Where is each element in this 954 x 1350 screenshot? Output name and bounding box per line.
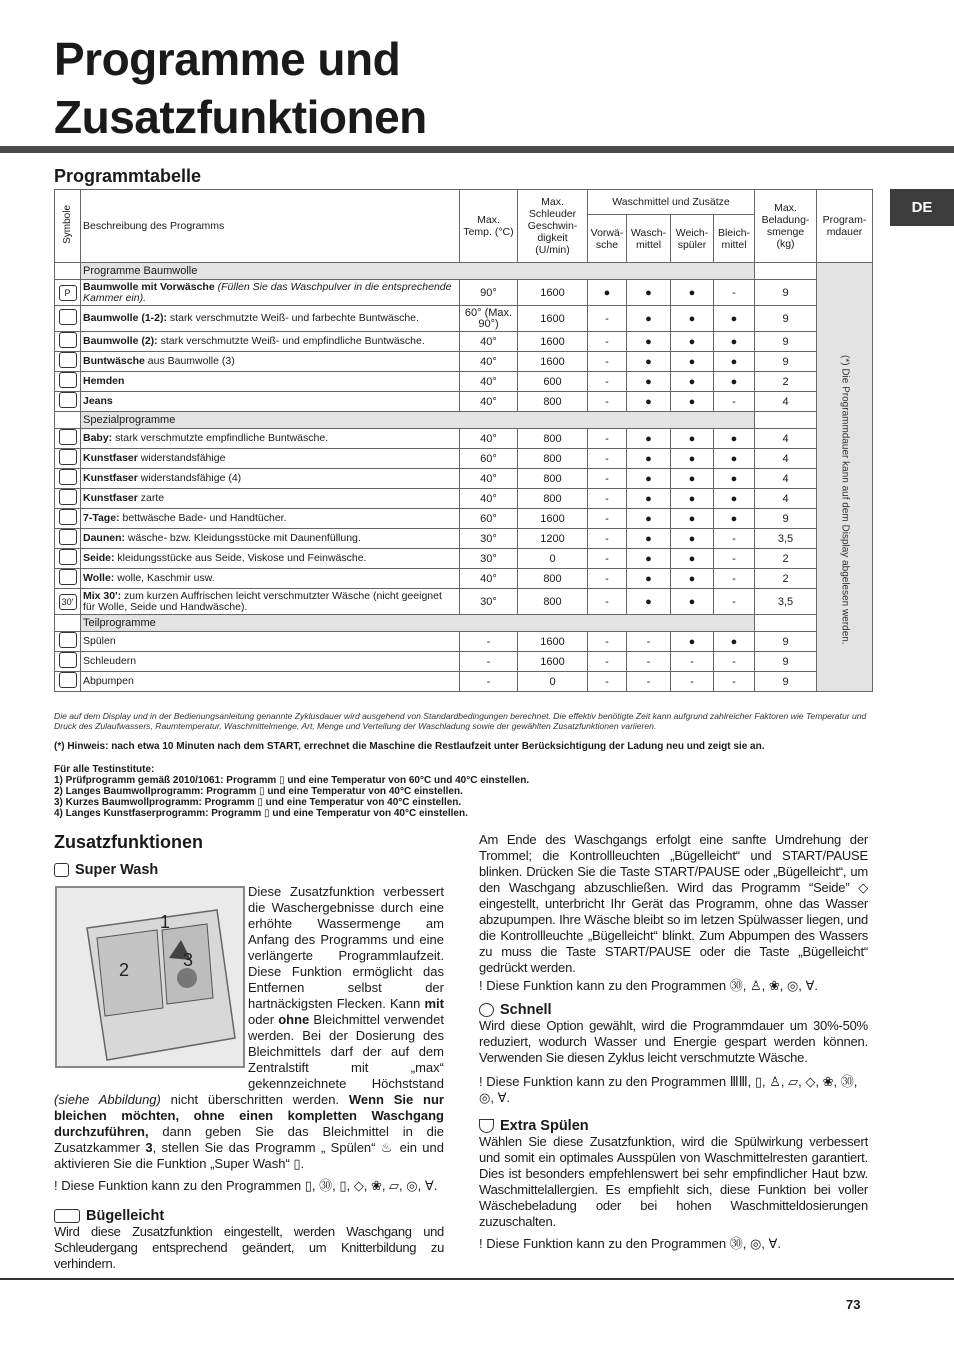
cell-pre: - <box>588 652 627 672</box>
cell-bleach: - <box>714 652 755 672</box>
cell-bleach: - <box>714 280 755 306</box>
page-title-line1: Programme und <box>54 33 401 85</box>
header-wash: Wasch-mittel <box>627 215 671 263</box>
program-description: Seide: kleidungsstücke aus Seide, Viskose und Feinwäsche. <box>81 549 460 569</box>
table-row <box>55 509 873 529</box>
program-icon: 30' <box>55 589 81 615</box>
section-title: Spezialprogramme <box>81 412 755 429</box>
extras-title: Zusatzfunktionen <box>54 832 203 852</box>
institute-line-1: 1) Prüfprogramm gemäß 2010/1061: Programm ▯ und eine Temperatur von 60°C und 40°C einstellen. <box>54 775 530 786</box>
program-description: Baby: stark verschmutzte empfindliche Buntwäsche. <box>81 429 460 449</box>
buegel-availability: ! Diese Funktion kann zu den Programmen ㉚, ♙, ❀, ◎, ∀. <box>479 978 819 993</box>
schnell-title: Schnell <box>500 1002 552 1018</box>
cell-spin: 800 <box>518 589 588 615</box>
title-rule <box>0 146 954 153</box>
table-row <box>55 429 873 449</box>
cell-bleach: - <box>714 392 755 412</box>
program-description: Baumwolle (2): stark verschmutzte Weiß- und empfindliche Buntwäsche. <box>81 332 460 352</box>
program-icon <box>55 569 81 589</box>
cell-load: 9 <box>755 352 817 372</box>
cell-load: 9 <box>755 306 817 332</box>
cell-wash: ● <box>627 549 671 569</box>
cell-spin: 800 <box>518 489 588 509</box>
cell-spin: 1600 <box>518 509 588 529</box>
cell-temp: 90° <box>460 280 518 306</box>
cell-temp: - <box>460 652 518 672</box>
cell-soft: ● <box>671 529 714 549</box>
cell-load: 4 <box>755 392 817 412</box>
schnell-text: Wird diese Option gewählt, wird die Programmdauer um 30%-50% reduziert, wodurch Wasser und Energie gespart werden können. Verwenden Sie diesen Zyklus leicht verschmutzte Wäsche. <box>479 1018 868 1065</box>
cell-bleach: ● <box>714 632 755 652</box>
cell-bleach: ● <box>714 469 755 489</box>
cell-soft: ● <box>671 632 714 652</box>
cell-temp: 40° <box>460 569 518 589</box>
cell-soft: ● <box>671 489 714 509</box>
cell-bleach: - <box>714 529 755 549</box>
cell-temp: - <box>460 672 518 692</box>
cell-temp: 40° <box>460 332 518 352</box>
cell-bleach: ● <box>714 352 755 372</box>
header-duration: Program-mdauer <box>817 190 873 263</box>
section-row <box>55 412 873 429</box>
cell-pre: - <box>588 429 627 449</box>
cell-load: 3,5 <box>755 589 817 615</box>
cell-bleach: ● <box>714 489 755 509</box>
buegel-text-continued: Am Ende des Waschgangs erfolgt eine sanfte Umdrehung der Trommel; die Kontrollleuchten „Bügelleicht“ und START/PAUSE blinken. Drücken Sie die Taste START/PAUSE oder „Bügelleicht“, um den Waschgang abzuschließen. Wird das Programm “Seide” ◇ eingestellt, unterbricht Ihr Gerät das Programm, ohne das Wasser abzupumpen. Ihre Wäsche bleibt so im letzen Spülwasser liegen, und die Kontrollleuchte „Bügelleicht“ blinkt. Zum Abpumpen des Wassers zu muss die Taste START/PAUSE oder die Taste „Bügelleicht“ gedrückt werden. <box>479 832 868 975</box>
cell-soft: ● <box>671 392 714 412</box>
cell-pre: - <box>588 489 627 509</box>
section-row <box>55 615 873 632</box>
figure-label-2: 2 <box>119 960 130 980</box>
super-wash-title: Super Wash <box>75 862 159 878</box>
cell-pre: ● <box>588 280 627 306</box>
cell-temp: 60° <box>460 509 518 529</box>
table-row <box>55 632 873 652</box>
cell-bleach: - <box>714 549 755 569</box>
cell-pre: - <box>588 549 627 569</box>
cell-soft: ● <box>671 372 714 392</box>
super-wash-availability: ! Diese Funktion kann zu den Programmen ▯, ㉚, ▯, ◇, ❀, ▱, ◎, ∀. <box>54 1178 438 1193</box>
table-row <box>55 352 873 372</box>
program-description: Mix 30': zum kurzen Auffrischen leicht verschmutzter Wäsche (nicht geeignet für Wolle, Seide und Handwäsche). <box>81 589 460 615</box>
cell-load: 4 <box>755 469 817 489</box>
program-description: 7-Tage: bettwäsche Bade- und Handtücher. <box>81 509 460 529</box>
cell-bleach: ● <box>714 306 755 332</box>
program-icon <box>55 392 81 412</box>
program-description: Abpumpen <box>81 672 460 692</box>
cell-bleach: - <box>714 569 755 589</box>
super-wash-icon <box>54 863 69 877</box>
program-icon <box>55 549 81 569</box>
cell-spin: 1200 <box>518 529 588 549</box>
cell-bleach: - <box>714 672 755 692</box>
cell-soft: ● <box>671 429 714 449</box>
table-row <box>55 672 873 692</box>
extra-spuelen-availability: ! Diese Funktion kann zu den Programmen ㉚, ◎, ∀. <box>479 1236 782 1251</box>
header-detergents: Waschmittel und Zusätze <box>588 190 755 215</box>
cell-temp: 60° <box>460 449 518 469</box>
program-icon <box>55 672 81 692</box>
cell-soft: ● <box>671 469 714 489</box>
cell-wash: ● <box>627 429 671 449</box>
cell-spin: 1600 <box>518 352 588 372</box>
cell-wash: ● <box>627 306 671 332</box>
table-row <box>55 372 873 392</box>
cell-pre: - <box>588 392 627 412</box>
buegel-text: Wird diese Zusatzfunktion eingestellt, werden Waschgang und Schleudergang entsprechend geändert, um Knitterbildung zu verhindern. <box>54 1224 444 1271</box>
cell-soft: ● <box>671 306 714 332</box>
cell-pre: - <box>588 589 627 615</box>
cell-wash: ● <box>627 449 671 469</box>
cell-wash: ● <box>627 280 671 306</box>
cell-wash: - <box>627 672 671 692</box>
cell-load: 9 <box>755 672 817 692</box>
cell-spin: 1600 <box>518 332 588 352</box>
cell-pre: - <box>588 306 627 332</box>
page-title-line2: Zusatzfunktionen <box>54 91 427 143</box>
detergent-drawer-figure <box>55 886 245 1068</box>
cell-spin: 1600 <box>518 280 588 306</box>
table-row <box>55 306 873 332</box>
cell-load: 9 <box>755 280 817 306</box>
cell-pre: - <box>588 672 627 692</box>
institute-line-2: 2) Langes Baumwollprogramm: Programm ▯ und eine Temperatur von 40°C einstellen. <box>54 786 463 797</box>
cell-spin: 1600 <box>518 306 588 332</box>
institute-line-4: 4) Langes Kunstfaserprogramm: Programm ▯ und eine Temperatur von 40°C einstellen. <box>54 808 468 819</box>
cell-spin: 800 <box>518 569 588 589</box>
institutes-note <box>54 764 872 819</box>
cell-soft: - <box>671 672 714 692</box>
cell-bleach: ● <box>714 449 755 469</box>
cell-spin: 800 <box>518 449 588 469</box>
super-wash-heading <box>54 862 444 878</box>
program-description: Kunstfaser widerstandsfähige <box>81 449 460 469</box>
rinse-icon <box>479 1119 494 1133</box>
program-description: Wolle: wolle, Kaschmir usw. <box>81 569 460 589</box>
cell-pre: - <box>588 372 627 392</box>
cell-load: 2 <box>755 372 817 392</box>
cell-load: 9 <box>755 632 817 652</box>
duration-note: (*) Die Programmdauer kann auf dem Display abgelesen werden. <box>817 263 873 692</box>
cell-temp: 40° <box>460 429 518 449</box>
cell-wash: ● <box>627 569 671 589</box>
cell-wash: ● <box>627 529 671 549</box>
extra-spuelen-heading <box>479 1118 868 1134</box>
program-icon <box>55 509 81 529</box>
program-description: Baumwolle mit Vorwäsche (Füllen Sie das Waschpulver in die entsprechende Kammer ein). <box>81 280 460 306</box>
header-max-spin: Max. Schleuder Geschwin-digkeit (U/min) <box>518 190 588 263</box>
cell-pre: - <box>588 332 627 352</box>
section-title: Programme Baumwolle <box>81 263 755 280</box>
cell-soft: ● <box>671 332 714 352</box>
cell-temp: 30° <box>460 589 518 615</box>
cell-pre: - <box>588 569 627 589</box>
table-row <box>55 449 873 469</box>
program-icon <box>55 469 81 489</box>
header-description: Beschreibung des Programms <box>81 190 460 263</box>
schnell-heading <box>479 1002 868 1018</box>
right-column <box>479 832 868 1252</box>
buegel-title: Bügelleicht <box>86 1208 165 1224</box>
cell-temp: 40° <box>460 392 518 412</box>
stopwatch-icon <box>479 1003 494 1017</box>
table-row <box>55 652 873 672</box>
cell-temp: 40° <box>460 489 518 509</box>
cell-soft: ● <box>671 449 714 469</box>
figure-label-3: 3 <box>183 950 194 970</box>
program-icon <box>55 489 81 509</box>
page-title <box>54 30 427 146</box>
program-description: Daunen: wäsche- bzw. Kleidungsstücke mit Daunenfüllung. <box>81 529 460 549</box>
institute-line-3: 3) Kurzes Baumwollprogramm: Programm ▯ und eine Temperatur von 40°C einstellen. <box>54 797 462 808</box>
program-icon <box>55 306 81 332</box>
figure-label-1: 1 <box>160 912 171 932</box>
header-max-load: Max. Beladung-smenge (kg) <box>755 190 817 263</box>
cell-temp: 60° (Max. 90°) <box>460 306 518 332</box>
cell-spin: 800 <box>518 392 588 412</box>
cell-pre: - <box>588 449 627 469</box>
bottom-rule <box>0 1278 954 1280</box>
super-wash-text: Diese Zusatzfunktion verbessert die Waschergebnisse durch eine erhöhte Wassermenge am Anfang des Programms und eine verlängerte Programmlaufzeit. Diese Funktion ermöglicht das Entfernen selbst der hartnäckigsten Flecken. Kann mit oder ohne Bleichmittel verwendet werden. Bei der Dosierung des Bleichmittels darf der auf dem Zentralstift mit „max“ gekennzeichnete Höchststand (siehe Abbildung) nicht überschritten werden. Wenn Sie nur bleichen möchten, ohne einen kompletten Waschgang durchzuführen, dann geben Sie das Bleichmittel in die Zusatzkammer 3, stellen Sie das Programm „ Spülen“ ♨ ein und aktivieren Sie die Funktion „Super Wash“ ▯. <box>54 884 445 1171</box>
cell-wash: ● <box>627 589 671 615</box>
cell-load: 9 <box>755 652 817 672</box>
table-row <box>55 529 873 549</box>
header-prewash: Vorwä-sche <box>588 215 627 263</box>
program-description: Baumwolle (1-2): stark verschmutzte Weiß- und farbechte Buntwäsche. <box>81 306 460 332</box>
cell-soft: ● <box>671 569 714 589</box>
cell-load: 4 <box>755 429 817 449</box>
extra-spuelen-title: Extra Spülen <box>500 1118 589 1134</box>
page-number: 73 <box>846 1297 861 1312</box>
cell-wash: ● <box>627 332 671 352</box>
cell-wash: - <box>627 652 671 672</box>
cell-pre: - <box>588 352 627 372</box>
cell-spin: 800 <box>518 429 588 449</box>
hint-note: (*) Hinweis: nach etwa 10 Minuten nach dem START, errechnet die Maschine die Restlaufzeit unter Berücksichtigung der Ladung neu und zeigt sie an. <box>54 741 765 752</box>
cell-load: 3,5 <box>755 529 817 549</box>
program-icon <box>55 429 81 449</box>
cell-temp: 30° <box>460 529 518 549</box>
cell-pre: - <box>588 529 627 549</box>
cell-spin: 600 <box>518 372 588 392</box>
cell-bleach: - <box>714 589 755 615</box>
cell-bleach: ● <box>714 332 755 352</box>
cell-wash: ● <box>627 489 671 509</box>
institutes-title: Für alle Testinstitute: <box>54 764 155 775</box>
cell-load: 9 <box>755 509 817 529</box>
cell-pre: - <box>588 509 627 529</box>
cell-pre: - <box>588 632 627 652</box>
schnell-availability: ! Diese Funktion kann zu den Programmen ⅢⅢ, ▯, ♙, ▱, ◇, ❀, ㉚, ◎, ∀. <box>479 1074 858 1105</box>
cell-wash: ● <box>627 469 671 489</box>
cell-bleach: ● <box>714 509 755 529</box>
cell-temp: 30° <box>460 549 518 569</box>
language-tab: DE <box>890 189 954 226</box>
table-row <box>55 332 873 352</box>
header-symbols: Symbole <box>55 190 81 263</box>
table-row <box>55 569 873 589</box>
cell-spin: 0 <box>518 549 588 569</box>
disclaimer-note: Die auf dem Display und in der Bedienungsanleitung genannte Zyklusdauer wird ausgehend von Standardbedingungen berechnet. Die effektiv benötigte Zeit kann aufgrund zahlreicher Faktoren wie Temperatur und Druck des Zulaufwassers, Raumtemperatur, Waschmittelmenge, Art, Menge und Verteilung der Waschladung sowie der gewählten Zusatzfunktionen variieren. <box>54 711 867 731</box>
cell-wash: ● <box>627 509 671 529</box>
program-description: Kunstfaser zarte <box>81 489 460 509</box>
program-icon <box>55 449 81 469</box>
cell-temp: 40° <box>460 469 518 489</box>
header-bleach: Bleich-mittel <box>714 215 755 263</box>
extra-spuelen-text: Wählen Sie diese Zusatzfunktion, wird die Spülwirkung verbessert und somit ein optimales Ausspülen von Waschmittelresten garantiert. Dies ist besonders empfehlenswert bei sehr empfindlicher Haut bzw. Waschmittelallergien. Es empfiehlt sich, diese Funktion bei voller Wäschebeladung oder bei hohen Waschmitteldosierungen zuzuschalten. <box>479 1134 868 1229</box>
cell-spin: 0 <box>518 672 588 692</box>
cell-soft: ● <box>671 549 714 569</box>
cell-soft: ● <box>671 280 714 306</box>
cell-load: 4 <box>755 449 817 469</box>
cell-bleach: ● <box>714 429 755 449</box>
section-title: Teilprogramme <box>81 615 755 632</box>
cell-bleach: ● <box>714 372 755 392</box>
cell-soft: - <box>671 652 714 672</box>
table-row <box>55 469 873 489</box>
cell-pre: - <box>588 469 627 489</box>
program-icon <box>55 372 81 392</box>
program-icon <box>55 632 81 652</box>
cell-spin: 1600 <box>518 652 588 672</box>
cell-spin: 800 <box>518 469 588 489</box>
cell-load: 2 <box>755 549 817 569</box>
cell-wash: - <box>627 632 671 652</box>
program-description: Schleudern <box>81 652 460 672</box>
table-row <box>55 589 873 615</box>
program-icon <box>55 529 81 549</box>
cell-soft: ● <box>671 509 714 529</box>
program-icon <box>55 352 81 372</box>
program-description: Jeans <box>81 392 460 412</box>
table-section-title: Programmtabelle <box>54 166 202 186</box>
program-table <box>54 189 873 692</box>
cell-wash: ● <box>627 372 671 392</box>
cell-temp: 40° <box>460 372 518 392</box>
program-description: Hemden <box>81 372 460 392</box>
cell-wash: ● <box>627 392 671 412</box>
iron-icon <box>54 1209 80 1223</box>
cell-soft: ● <box>671 589 714 615</box>
cell-load: 9 <box>755 332 817 352</box>
program-description: Kunstfaser widerstandsfähige (4) <box>81 469 460 489</box>
program-icon: P <box>55 280 81 306</box>
cell-load: 4 <box>755 489 817 509</box>
program-icon <box>55 332 81 352</box>
cell-spin: 1600 <box>518 632 588 652</box>
cell-soft: ● <box>671 352 714 372</box>
header-max-temp: Max. Temp. (°C) <box>460 190 518 263</box>
program-description: Spülen <box>81 632 460 652</box>
cell-wash: ● <box>627 352 671 372</box>
table-row <box>55 549 873 569</box>
header-softener: Weich-spüler <box>671 215 714 263</box>
cell-temp: - <box>460 632 518 652</box>
buegel-heading <box>54 1208 444 1224</box>
cell-temp: 40° <box>460 352 518 372</box>
program-icon <box>55 652 81 672</box>
table-row <box>55 392 873 412</box>
program-description: Buntwäsche aus Baumwolle (3) <box>81 352 460 372</box>
cell-load: 2 <box>755 569 817 589</box>
section-row <box>55 263 873 280</box>
table-row <box>55 489 873 509</box>
table-row <box>55 280 873 306</box>
